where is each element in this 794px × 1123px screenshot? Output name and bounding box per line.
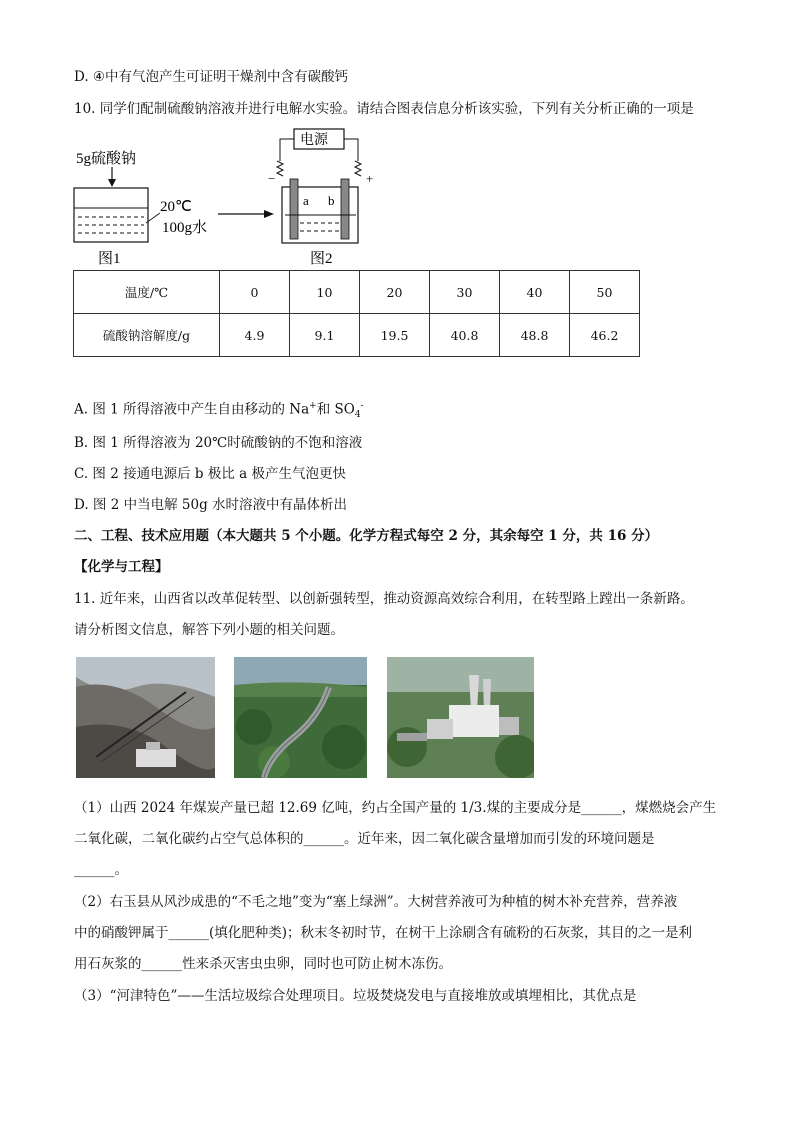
table-cell: 40.8 [430,314,500,357]
figure2-label: 图2 [310,251,333,267]
figure2-electrode-a: a [303,193,309,208]
option-a [74,397,364,424]
section-2-heading: 二、工程、技术应用题（本大题共 5 个小题。化学方程式每空 2 分，其余每空 1 分，共 16 分） [74,528,659,544]
sub-question-2-line-3: 用石灰浆的______性来杀灭害虫虫卵，同时也可防止树木冻伤。 [74,956,452,972]
power-plant-photo [387,657,534,778]
option-b: B. 图 1 所得溶液为 20℃时硫酸钠的不饱和溶液 [74,435,363,451]
question-11-stem-1: 11. 近年来，山西省以改革促转型、以创新强转型，推动资源高效综合利用，在转型路上蹚出一条新路。 [74,591,694,607]
solubility-header: 硫酸钠溶解度/g [74,314,220,357]
so4-charge: - [360,401,364,411]
sub-question-1-line-2: 二氧化碳，二氧化碳约占空气总体积的______。近年来，因二氧化碳含量增加而引发的环境问题是 [74,831,655,847]
table-cell: 0 [220,271,290,314]
option-d: D. 图 2 中当电解 50g 水时溶液中有晶体析出 [74,497,347,513]
section-tag: 【化学与工程】 [74,559,169,575]
temp-header: 温度/℃ [74,271,220,314]
table-cell: 19.5 [360,314,430,357]
option-a-mid: 和 SO [316,401,355,418]
sub-question-1-line-1: （1）山西 2024 年煤炭产量已超 12.69 亿吨，约占全国产量的 1/3.煤的主要成分是______，煤燃烧会产生 [74,800,717,816]
green-highway-photo [234,657,367,778]
option-d-previous: D. ④中有气泡产生可证明干燥剂中含有碳酸钙 [74,69,349,85]
table-cell: 30 [430,271,500,314]
table-row [74,314,640,357]
table-cell: 20 [360,271,430,314]
option-c: C. 图 2 接通电源后 b 极比 a 极产生气泡更快 [74,466,346,482]
table-cell: 10 [290,271,360,314]
table-cell: 9.1 [290,314,360,357]
question-11-stem-2: 请分析图文信息，解答下列小题的相关问题。 [74,622,344,638]
table-row [74,271,640,314]
figure1-label: 图1 [98,251,121,267]
table-cell: 50 [570,271,640,314]
na-charge: + [309,401,317,411]
sub-question-3-line-1: （3）“河津特色”——生活垃圾综合处理项目。垃圾焚烧发电与直接堆放或填埋相比，其优点是 [74,988,637,1004]
figure2-power-label: 电源 [300,133,328,148]
table-cell: 40 [500,271,570,314]
figure1-solute-label: 5g硫酸钠 [76,151,137,167]
figure1-temp-label: 20℃ [160,199,192,215]
sub-question-2-line-1: （2）右玉县从风沙成患的“不毛之地”变为“塞上绿洲”。大树营养液可为种植的树木补充营养，营养液 [74,894,678,910]
table-cell: 48.8 [500,314,570,357]
figure2-electrode-b: b [328,193,335,208]
figure1-water-label: 100g水 [162,220,208,236]
sub-question-2-line-2: 中的硝酸钾属于______(填化肥种类)；秋末冬初时节，在树干上涂刷含有硫粉的石灰浆，其目的之一是利 [74,925,693,941]
figure-1-2-diagram [60,125,400,270]
table-cell: 46.2 [570,314,640,357]
figure2-plus: + [366,171,374,186]
table-cell: 4.9 [220,314,290,357]
solubility-table [73,270,640,357]
question-10-stem: 10. 同学们配制硫酸钠溶液并进行电解水实验。请结合图表信息分析该实验，下列有关分析正确的一项是 [74,101,694,117]
so4-subscript: 4 [354,410,361,421]
figure2-minus: − [268,171,276,186]
option-a-text: A. 图 1 所得溶液中产生自由移动的 Na [74,401,310,418]
sub-question-1-line-3: ______。 [74,862,128,878]
coal-mining-photo [76,657,215,778]
